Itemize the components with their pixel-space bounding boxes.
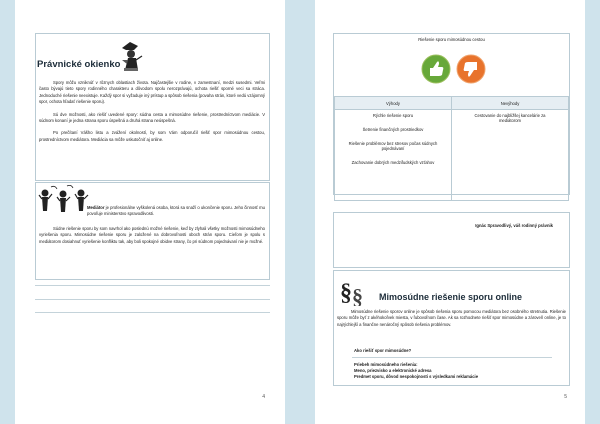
mediator-definition: je profesionálne vyškolená osoba, ktorá sa snaží o ukončenie sporu. Jeho činnosť mu povoľuje ministerstvo spravodlivosti. (87, 205, 265, 217)
closing-paragraph: Súdne riešenie sporu by som navrhol ako poslednú možné riešenie, keď by zlyhali všetky možnosti mimosúdneho vyriešenia sporu. Mimosúdne riešenie sporu je založené na dobrovoľnosti oboch strán sporu. Cieľom je spolu s mediátorom dosiahnuť vyriešenie konfliktu tak, aby boli spokojné obidve strany, čo pri súdnom pojednávaní nie je možné. (39, 225, 265, 244)
comparison-title: Riešenie sporu mimosúdnou cestou (418, 37, 485, 42)
intro-paragraph-1: Spory môžu vzniknúť v rôznych oblastiach života. Najčastejšie v rodine, v zamestnaní, medzi susedmi. Veľmi často bývajú tieto spory rodinného charakteru a dôvodom spolu nerozprávajú, ochota riešiť sporné veci sa stráca. Jednoduché riešenie neexistuje. Každý spor si vyžaduje iný prístup a spôsob riešenia (povaha strán, ktoré vedú vzájomný spor, ochota hľadať riešenie sporu). (39, 80, 265, 105)
left-empty-lines (35, 285, 270, 313)
pro-item: Rýchle riešenie sporu (372, 113, 414, 118)
signature: Ignác Spravodlivý, váš rodinný právnik (475, 223, 553, 228)
step-item: Predmet sporu, dôvod nespokojnosti s výsledkami reklamácie (354, 374, 479, 379)
intro-paragraph-3: Po prečítaní Vášho listu a zvážení okolností, by som Vám odporučil riešiť spor mimosúdnou cestou, prostredníctvom mediátora. Mediácia sa môže uskutočniť aj online. (39, 130, 265, 142)
pro-item: Šetrenie finančných prostriedkov (362, 127, 424, 132)
col-cons-header: Nevýhody (452, 97, 569, 110)
mediator-box (35, 182, 270, 280)
page-number-right: 5 (564, 394, 567, 400)
left-title-box (35, 33, 270, 181)
paragraph-sign-icon (340, 276, 372, 306)
comparison-table (334, 96, 569, 201)
step-item: Meno, priezvisko a elektronické adresa (354, 368, 432, 373)
step-item: Priebeh mimosúdneho riešenia: (354, 362, 418, 367)
thumbs-up-icon (421, 54, 451, 84)
online-section-paragraph: Mimosúdne riešenie sporov online je spôsob riešenia sporu pomocou mediátora bez osobného stretnutia. Riešenie sporu môže byť z akéhokoľvek miesta, v ľubovoľnom čase. Ak sa rozhodnete riešiť spor mimosúdne a zároveň online, je to najrýchlejší a finančne nenáročný spôsob riešenia problémov. (337, 309, 566, 327)
question-heading: Ako riešiť spor mimosúdne? (354, 348, 412, 353)
left-page (15, 0, 285, 424)
mediator-paragraph (87, 205, 265, 218)
online-section-box (333, 270, 570, 386)
pro-item: Riešenie problémov bez stresov počas súdnych pojednávaní (348, 141, 438, 151)
comparison-box (333, 33, 570, 195)
con-item: Cestovanie do najbližšej kancelárie za mediátorom (474, 113, 546, 123)
pro-item: Zachovanie dobrých medziľudských vzťahov (351, 160, 435, 165)
thumbs-down-icon (456, 54, 486, 84)
mediator-term: Mediátor (87, 205, 105, 210)
page-title: Právnické okienko (37, 59, 121, 70)
intro-paragraph-2: Sú dve možnosti, ako riešiť uvedené spory: súdna cesta a mimosúdne riešenie, prostredníctvom mediácie. V súdnom konaní je jedna strana sporu úspešná a druhá strana neúspešná. (39, 111, 265, 124)
right-page (315, 0, 585, 424)
online-section-title: Mimosúdne riešenie sporu online (379, 292, 523, 302)
col-pros-header: Výhody (335, 97, 452, 110)
page-number-left: 4 (262, 394, 265, 400)
svg-text:§: § (340, 280, 352, 306)
signature-box (333, 212, 570, 268)
svg-text:§: § (352, 284, 363, 306)
